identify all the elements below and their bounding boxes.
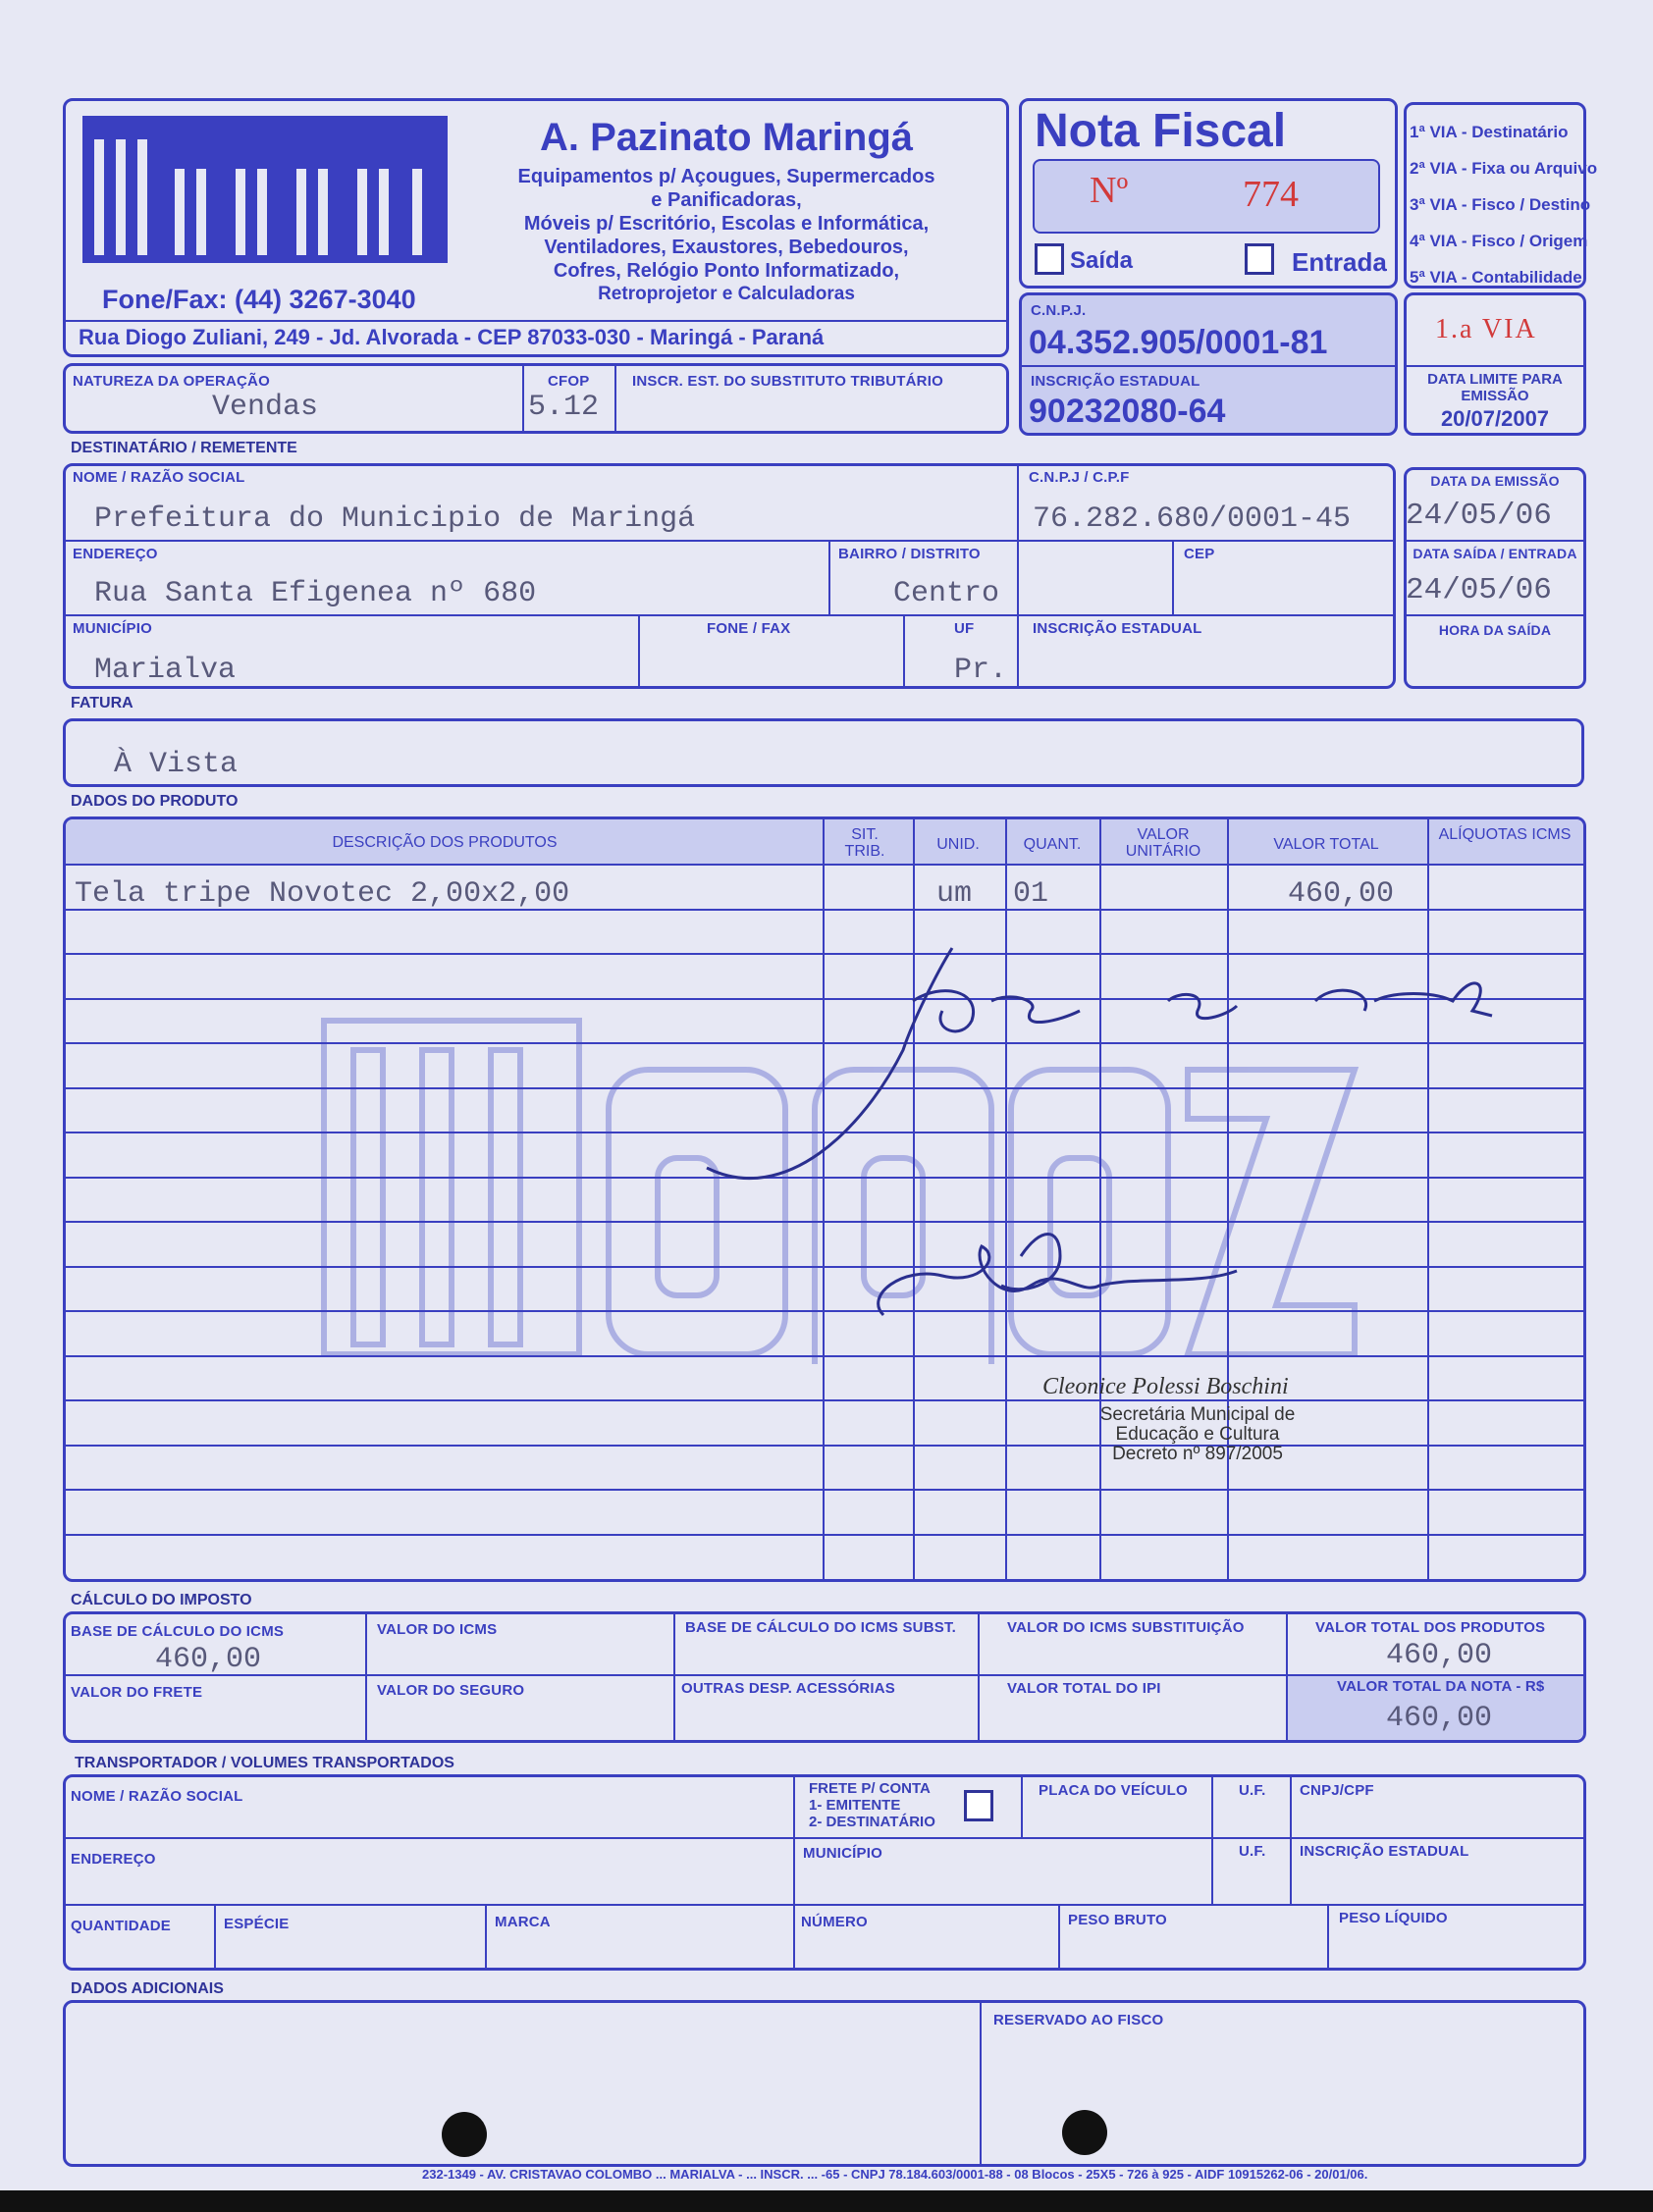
transport-div-frete [793, 1774, 795, 1971]
stamp-line: Decreto nº 897/2005 [1112, 1444, 1283, 1464]
stamp-line: Secretária Municipal de [1099, 1404, 1296, 1425]
placa-label: PLACA DO VEÍCULO [1039, 1782, 1188, 1799]
uf-value: Pr. [954, 654, 1008, 687]
saida-date-label: DATA SAÍDA / ENTRADA [1413, 546, 1577, 561]
total-nota-label: VALOR TOTAL DA NOTA - R$ [1337, 1678, 1545, 1695]
handwritten-text [913, 981, 925, 982]
outras-label: OUTRAS DESP. ACESSÓRIAS [681, 1680, 895, 1697]
data-limite-label: DATA LIMITE PARA EMISSÃO [1427, 371, 1563, 404]
natureza-value: Vendas [212, 391, 319, 424]
ipi-label: VALOR TOTAL DO IPI [1007, 1680, 1161, 1697]
transport-div-placa [1021, 1774, 1023, 1837]
endereco-label: ENDEREÇO [73, 546, 158, 562]
issuer-cnpj-label: C.N.P.J. [1031, 302, 1087, 319]
product-line: Cofres, Relógio Ponto Informatizado, [553, 260, 900, 282]
cep-label: CEP [1184, 546, 1215, 562]
header-divider [63, 320, 1009, 322]
product-line: e Panificadoras, [651, 189, 802, 211]
product-unid: um [936, 877, 973, 911]
products-row-line [63, 864, 1586, 866]
uf-label: UF [954, 620, 975, 637]
icms-sub-label: VALOR DO ICMS SUBSTITUIÇÃO [1007, 1619, 1245, 1636]
transport-div-uf [1211, 1774, 1213, 1904]
via-mark-divider [1404, 365, 1586, 367]
transport-endereco-label: ENDEREÇO [71, 1851, 156, 1868]
transport-line-1 [63, 1837, 1586, 1839]
tax-div-4 [1286, 1611, 1288, 1743]
total-prod-label: VALOR TOTAL DOS PRODUTOS [1315, 1619, 1546, 1636]
endereco-value: Rua Santa Efigenea nº 680 [94, 577, 537, 610]
municipio-label: MUNICÍPIO [73, 620, 152, 637]
cfop-value: 5.12 [528, 391, 600, 424]
recipient-divider-cnpj [1017, 463, 1019, 689]
numero-label: NÚMERO [801, 1914, 868, 1930]
fone-label: FONE / FAX [707, 620, 791, 637]
th-vtotal: VALOR TOTAL [1273, 836, 1379, 853]
recipient-cnpj-label: C.N.P.J / C.P.F [1029, 469, 1130, 486]
seguro-label: VALOR DO SEGURO [377, 1682, 525, 1699]
vias-list [1410, 114, 1597, 295]
additional-box [63, 2000, 1586, 2167]
frete-checkbox[interactable] [964, 1790, 993, 1821]
especie-label: ESPÉCIE [224, 1916, 290, 1932]
section-products: DADOS DO PRODUTO [71, 793, 239, 810]
recipient-divider-bairro [828, 540, 830, 614]
operation-divider-2 [614, 363, 616, 434]
transport-ie-label: INSCRIÇÃO ESTADUAL [1300, 1843, 1469, 1860]
recipient-divider-cep [1172, 540, 1174, 614]
products-row-line [63, 1534, 1586, 1536]
frete-label [809, 1780, 935, 1830]
stamp-line: Educação e Cultura [1115, 1424, 1280, 1445]
transport-municipio-label: MUNICÍPIO [803, 1845, 882, 1862]
recipient-cnpj-value: 76.282.680/0001-45 [1033, 502, 1352, 536]
products-row-line [63, 1445, 1586, 1447]
th-sit: SIT. TRIB. [844, 826, 885, 860]
company-address: Rua Diogo Zuliani, 249 - Jd. Alvorada - CEP 87033-030 - Maringá - Paraná [79, 325, 825, 349]
frete-line: 2- DESTINATÁRIO [809, 1814, 935, 1830]
cfop-label: CFOP [548, 373, 590, 390]
company-logo [79, 110, 452, 287]
product-line: Ventiladores, Exaustores, Bebedouros, [544, 237, 909, 258]
emissao-label: DATA DA EMISSÃO [1430, 473, 1560, 489]
transport-div-peso [1058, 1904, 1060, 1971]
section-additional: DADOS ADICIONAIS [71, 1980, 224, 1997]
reservado-label: RESERVADO AO FISCO [993, 2012, 1164, 2028]
via-item: 1ª VIA - Destinatário [1410, 123, 1569, 141]
invoice-number-label: Nº [1090, 170, 1129, 211]
product-vtotal: 460,00 [1288, 877, 1395, 911]
transport-uf2-label: U.F. [1239, 1843, 1266, 1860]
nome-label: NOME / RAZÃO SOCIAL [73, 469, 245, 486]
invoice-number-box [1033, 159, 1380, 234]
printer-footer: 232-1349 - AV. CRISTAVAO COLOMBO ... MARIALVA - ... INSCR. ... -65 - CNPJ 78.184.603/0001-88 - 08 Blocos - 25X5 - 726 à 925 - AIDF 10915262-06 - 20/01/06. [422, 2167, 1368, 2182]
via-item: 3ª VIA - Fisco / Destino [1410, 195, 1591, 214]
dates-line-1 [1404, 540, 1586, 542]
transport-nome-label: NOME / RAZÃO SOCIAL [71, 1788, 243, 1805]
hora-label: HORA DA SAÍDA [1438, 622, 1552, 638]
product-line: Móveis p/ Escritório, Escolas e Informática, [523, 213, 930, 235]
operation-divider-1 [522, 363, 524, 434]
products-row-line [63, 1399, 1586, 1401]
transport-cnpj-label: CNPJ/CPF [1300, 1782, 1374, 1799]
th-vunit: VALOR UNITÁRIO [1125, 826, 1201, 860]
frete-line: 1- EMITENTE [809, 1797, 901, 1814]
natureza-label: NATUREZA DA OPERAÇÃO [73, 373, 270, 390]
via-item: 5ª VIA - Contabilidade [1410, 268, 1582, 287]
inscr-sub-label: INSCR. EST. DO SUBSTITUTO TRIBUTÁRIO [632, 373, 943, 390]
transport-line-2 [63, 1904, 1586, 1906]
punch-hole-right [1062, 2110, 1107, 2155]
data-limite: 20/07/2007 [1440, 406, 1550, 431]
additional-divider [980, 2000, 982, 2167]
signer-name: Cleonice Polessi Boschini [1042, 1374, 1289, 1399]
nota-fiscal-title: Nota Fiscal [1035, 105, 1287, 157]
total-prod-value: 460,00 [1386, 1639, 1493, 1672]
recipient-row-line-2 [63, 614, 1396, 616]
dates-line-2 [1404, 614, 1586, 616]
total-nota-value: 460,00 [1386, 1702, 1493, 1735]
emissao-value: 24/05/06 [1406, 499, 1552, 533]
company-name: A. Pazinato Maringá [539, 116, 914, 159]
saida-label: Saída [1070, 247, 1134, 274]
section-transport: TRANSPORTADOR / VOLUMES TRANSPORTADOS [75, 1755, 454, 1771]
quant-label: QUANTIDADE [71, 1918, 171, 1934]
fatura-box [63, 718, 1584, 787]
th-aliq: ALÍQUOTAS ICMS [1438, 826, 1572, 843]
base-value: 460,00 [155, 1643, 262, 1676]
tax-div-1 [365, 1611, 367, 1743]
th-quant: QUANT. [1023, 836, 1082, 853]
recipient-box [63, 463, 1396, 689]
tax-row-line [63, 1674, 1586, 1676]
nome-value: Prefeitura do Municipio de Maringá [94, 502, 696, 536]
issuer-ie-label: INSCRIÇÃO ESTADUAL [1031, 373, 1200, 390]
punch-hole-left [442, 2112, 487, 2157]
saida-checkbox[interactable] [1035, 243, 1064, 275]
fatura-value: À Vista [114, 748, 239, 781]
entrada-label: Entrada [1292, 247, 1387, 277]
entrada-checkbox[interactable] [1245, 243, 1274, 275]
product-line: Equipamentos p/ Açougues, Supermercados [517, 166, 935, 187]
peso-liq-label: PESO LÍQUIDO [1339, 1910, 1448, 1926]
company-phone: Fone/Fax: (44) 3267-3040 [102, 285, 416, 314]
bairro-label: BAIRRO / DISTRITO [838, 546, 981, 562]
handwritten-signature-line [687, 932, 1571, 1384]
transport-div-pesoliq [1327, 1904, 1329, 1971]
th-desc: DESCRIÇÃO DOS PRODUTOS [332, 834, 558, 851]
product-quant: 01 [1013, 877, 1049, 911]
via-item: 2ª VIA - Fixa ou Arquivo [1410, 159, 1598, 178]
icms-label: VALOR DO ICMS [377, 1621, 498, 1638]
base-sub-label: BASE DE CÁLCULO DO ICMS SUBST. [685, 1619, 957, 1636]
product-desc: Tela tripe Novotec 2,00x2,00 [75, 877, 570, 911]
frete-label: VALOR DO FRETE [71, 1684, 203, 1701]
via-mark: 1.a VIA [1435, 314, 1537, 344]
tax-div-2 [673, 1611, 675, 1743]
via-item: 4ª VIA - Fisco / Origem [1410, 232, 1588, 250]
municipio-value: Marialva [94, 654, 237, 687]
torn-edge [0, 2190, 1653, 2212]
issuer-cnpj: 04.352.905/0001-81 [1029, 324, 1328, 361]
frete-line: FRETE P/ CONTA [809, 1780, 931, 1797]
bairro-value: Centro [893, 577, 1000, 610]
th-unid: UNID. [936, 836, 980, 853]
tax-div-3 [978, 1611, 980, 1743]
section-recipient: DESTINATÁRIO / REMETENTE [71, 440, 297, 456]
transport-div-cnpj [1290, 1774, 1292, 1904]
stamp [1050, 1405, 1345, 1464]
company-products [481, 165, 972, 306]
invoice-number: 774 [1243, 174, 1299, 215]
transport-div-marca [485, 1904, 487, 1971]
transport-div-especie [214, 1904, 216, 1971]
cnpj-divider [1019, 365, 1398, 367]
recipient-row-line-1 [63, 540, 1396, 542]
peso-bruto-label: PESO BRUTO [1068, 1912, 1167, 1928]
product-line: Retroprojetor e Calculadoras [598, 284, 855, 304]
recipient-divider-uf [903, 614, 905, 689]
products-row-line [63, 1489, 1586, 1491]
base-label: BASE DE CÁLCULO DO ICMS [71, 1623, 285, 1640]
transport-uf-label: U.F. [1239, 1782, 1266, 1799]
marca-label: MARCA [495, 1914, 551, 1930]
section-tax: CÁLCULO DO IMPOSTO [71, 1592, 252, 1608]
recipient-divider-fone [638, 614, 640, 689]
section-fatura: FATURA [71, 695, 133, 711]
saida-date-value: 24/05/06 [1406, 573, 1552, 607]
issuer-ie: 90232080-64 [1029, 393, 1226, 430]
recipient-ie-label: INSCRIÇÃO ESTADUAL [1033, 620, 1202, 637]
